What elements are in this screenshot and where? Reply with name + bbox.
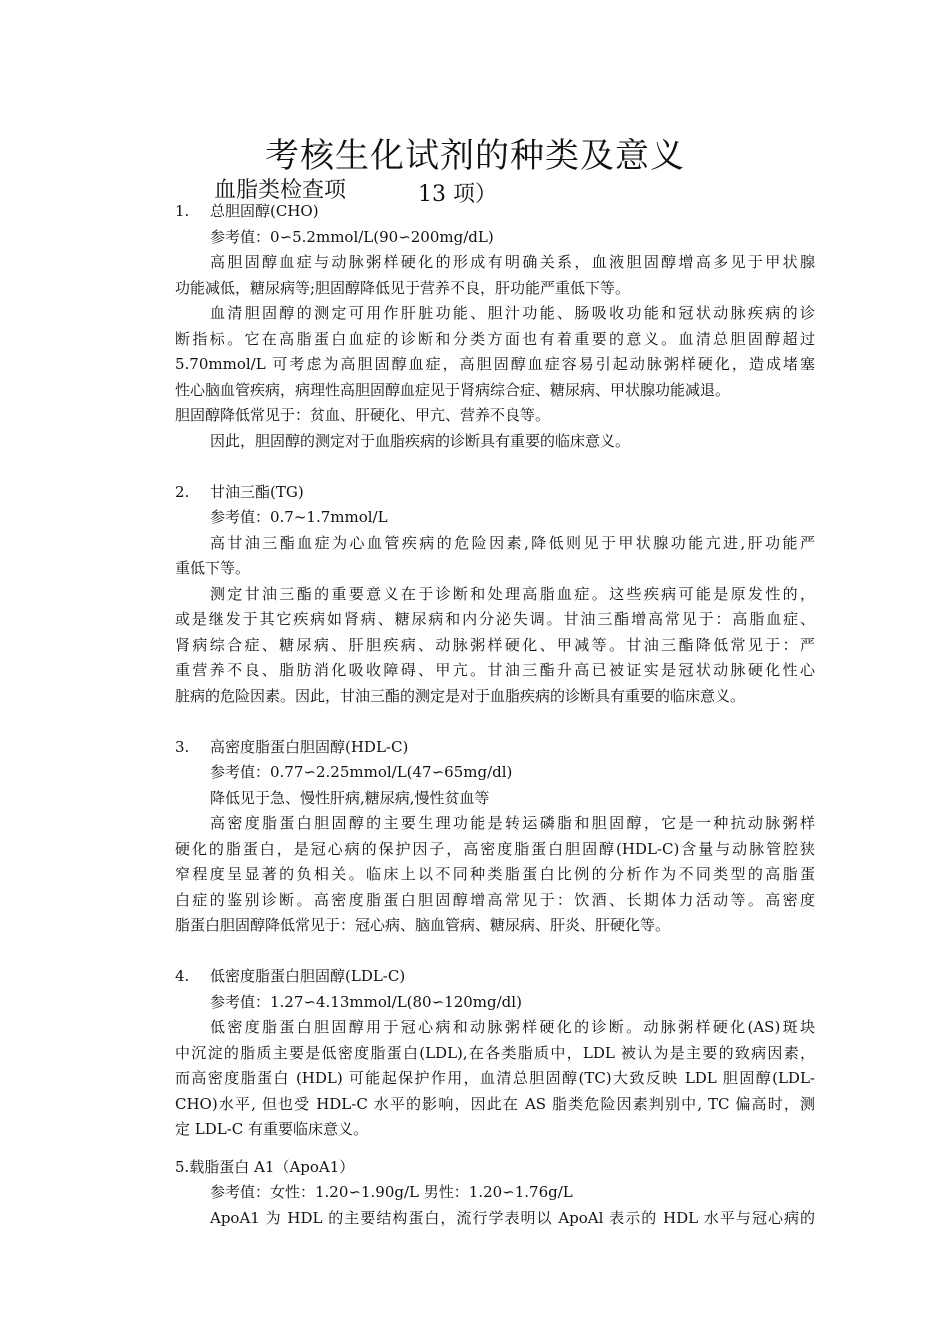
section-title: 低密度脂蛋白胆固醇(LDL-C) xyxy=(210,967,406,985)
paragraph-line: 测定甘油三酯的重要意义在于诊断和处理高脂血症。这些疾病可能是原发性的， xyxy=(210,584,815,603)
paragraph-line: 低密度脂蛋白胆固醇用于冠心病和动脉粥样硬化的诊断。动脉粥样硬化(AS)斑块 xyxy=(210,1018,815,1036)
paragraph-line: 5.70mmol/L 可考虑为高胆固醇血症，高胆固醇血症容易引起动脉粥样硬化，造成堵塞 xyxy=(175,355,815,373)
section-title: 总胆固醇(CHO) xyxy=(210,202,319,220)
reference-value: 参考值：0.7~1.7mmol/L xyxy=(210,508,388,526)
section-group-title: 血脂类检查项 xyxy=(214,178,347,200)
reference-value: 参考值：0.77∽2.25mmol/L(47∽65mg/dl) xyxy=(210,763,513,781)
paragraph-line: 胆固醇降低常见于：贫血、肝硬化、甲亢、营养不良等。 xyxy=(175,406,551,424)
reference-value: 参考值：1.27∽4.13mmol/L(80∽120mg/dl) xyxy=(210,992,522,1011)
paragraph-line: 因此，胆固醇的测定对于血脂疾病的诊断具有重要的临床意义。 xyxy=(210,431,631,450)
paragraph-line: 或是继发于其它疾病如肾病、糖尿病和内分泌失调。甘油三酯增高常见于：高脂血症、 xyxy=(175,610,815,628)
paragraph-line: 功能减低，糖尿病等;胆固醇降低见于营养不良，肝功能严重低下等。 xyxy=(175,278,631,297)
paragraph-line: 硬化的脂蛋白，是冠心病的保护因子，高密度脂蛋白胆固醇(HDL-C)含量与动脉管腔狭 xyxy=(175,839,815,858)
paragraph-line: 脂蛋白胆固醇降低常见于：冠心病、脑血管病、糖尿病、肝炎、肝硬化等。 xyxy=(175,916,671,934)
paragraph-line: 性心脑血管疾病，病理性高胆固醇血症见于肾病综合症、糖尿病、甲状腺功能减退。 xyxy=(175,380,731,399)
paragraph-line: 定 LDL-C 有重要临床意义。 xyxy=(175,1120,369,1138)
section-heading: 5.载脂蛋白 A1（ApoA1） xyxy=(175,1157,355,1176)
paragraph-line: CHO)水平, 但也受 HDL-C 水平的影响，因此在 AS 脂类危险因素判别中, TC 偏高时，测 xyxy=(175,1094,815,1113)
section-group-count: 13 项） xyxy=(418,182,497,204)
section-heading xyxy=(175,480,815,506)
section-number: 3. xyxy=(175,737,190,756)
paragraph-line: 重低下等。 xyxy=(175,559,251,577)
paragraph-line: 高密度脂蛋白胆固醇的主要生理功能是转运磷脂和胆固醇，它是一种抗动脉粥样 xyxy=(210,814,815,832)
reference-value: 参考值：0∽5.2mmol/L(90∽200mg/dL) xyxy=(210,227,494,246)
paragraph-line: 脏病的危险因素。因此，甘油三酯的测定是对于血脂疾病的诊断具有重要的临床意义。 xyxy=(175,686,746,705)
section-heading xyxy=(175,735,815,761)
section-title: 甘油三酯(TG) xyxy=(210,482,304,501)
paragraph-line: 断指标。它在高脂蛋白血症的诊断和分类方面也有着重要的意义。血清总胆固醇超过 xyxy=(175,329,815,348)
section-title: 高密度脂蛋白胆固醇(HDL-C) xyxy=(210,737,409,756)
document-title: 考核生化试剂的种类及意义 xyxy=(265,136,685,176)
section-spacer xyxy=(175,454,815,480)
reference-value: 参考值：女性：1.20∽1.90g/L 男性：1.20∽1.76g/L xyxy=(210,1183,573,1201)
paragraph-line: 高甘油三酯血症为心血管疾病的危险因素,降低则见于甲状腺功能亢进,肝功能严 xyxy=(210,533,815,552)
section-spacer xyxy=(175,939,815,965)
section-number: 2. xyxy=(175,482,190,501)
section-heading xyxy=(175,964,815,990)
section-number: 4. xyxy=(175,967,190,985)
paragraph-line: 中沉淀的脂质主要是低密度脂蛋白(LDL),在各类脂质中，LDL 被认为是主要的致病因素， xyxy=(175,1043,815,1062)
document-body xyxy=(175,199,815,1231)
paragraph-line: 白症的鉴别诊断。高密度脂蛋白胆固醇增高常见于：饮酒、长期体力活动等。高密度 xyxy=(175,890,815,909)
section-spacer xyxy=(175,709,815,735)
paragraph-line: 重营养不良、脂肪消化吸收障碍、甲亢。甘油三酯升高已被证实是冠状动脉硬化性心 xyxy=(175,661,815,679)
section-number: 1. xyxy=(175,202,190,220)
paragraph-line: ApoA1 为 HDL 的主要结构蛋白，流行学表明以 ApoAl 表示的 HDL 水平与冠心病的 xyxy=(210,1208,815,1227)
paragraph-line: 血清胆固醇的测定可用作肝脏功能、胆汁功能、肠吸收功能和冠状动脉疾病的诊 xyxy=(210,304,815,322)
paragraph-line: 降低见于急、慢性肝病,糖尿病,慢性贫血等 xyxy=(210,788,490,807)
paragraph-line: 而高密度脂蛋白 (HDL) 可能起保护作用，血清总胆固醇(TC)大致反映 LDL 胆固醇(LDL- xyxy=(175,1069,815,1087)
paragraph-line: 肾病综合症、糖尿病、肝胆疾病、动脉粥样硬化、甲减等。甘油三酯降低常见于：严 xyxy=(175,635,815,654)
paragraph-line: 窄程度呈显著的负相关。临床上以不同种类脂蛋白比例的分析作为不同类型的高脂蛋 xyxy=(175,865,815,883)
paragraph-line: 高胆固醇血症与动脉粥样硬化的形成有明确关系，血液胆固醇增高多见于甲状腺 xyxy=(210,253,815,271)
section-spacer xyxy=(175,1143,815,1155)
section-heading xyxy=(175,199,815,225)
